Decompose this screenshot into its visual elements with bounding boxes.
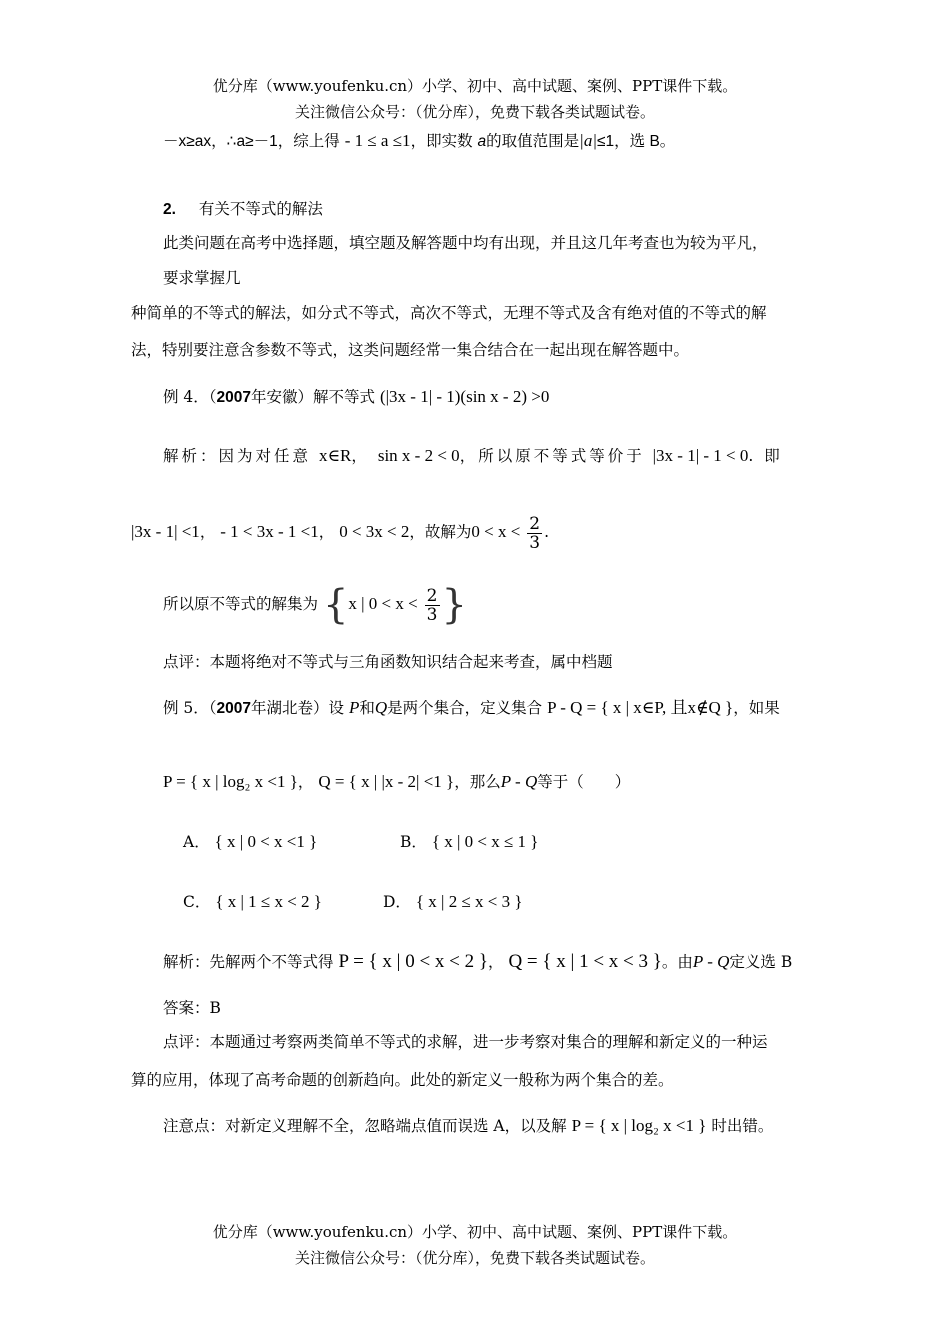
continuation-text-3: 的取值范围是 xyxy=(486,132,580,150)
section-2-para-2b: 法，特别要注意含参数不等式，这类问题经常一集合结合在一起出现在解答题中。 xyxy=(131,341,690,359)
example-5-pq: P - Q xyxy=(500,772,538,791)
example-5-solution-text: 解析：先解两个不等式得 xyxy=(163,953,334,971)
footer-line-1: 优分库（www.youfenku.cn）小学、初中、高中试题、案例、PPT课件下载。 xyxy=(212,1223,738,1241)
example-4-set-expr: x | 0 < x < xyxy=(348,594,418,613)
option-d-value: { x | 2 ≤ x < 3 } xyxy=(415,892,523,911)
example-5-label: 例 5．（ xyxy=(163,699,217,717)
set-q-var: Q xyxy=(374,698,388,717)
option-d xyxy=(383,892,523,912)
example-4-solution-label: 解析：因为对任意 xyxy=(163,447,312,465)
example-4-comment: 点评：本题将绝对不等式与三角函数知识结合起来考查，属中档题 xyxy=(163,653,613,671)
continuation-text-1: －x≥ax，∴a≥－1，综上得 xyxy=(163,133,340,150)
example-5-choose: 定义选 B xyxy=(729,953,793,971)
example-4-inequality: (|3x - 1| - 1)(sin x - 2) >0 xyxy=(379,387,550,406)
section-2-para-1a: 此类问题在高考中选择题，填空题及解答题中均有出现，并且这几年考查也为较为平凡， xyxy=(163,234,768,252)
option-d-label: D． xyxy=(383,893,411,911)
fraction-numerator: 2 xyxy=(529,513,541,534)
set-fraction-denominator: 3 xyxy=(426,604,438,625)
example-4-comma: ， xyxy=(351,447,370,465)
header-line-1: 优分库（www.youfenku.cn）小学、初中、高中试题、案例、PPT课件下载。 xyxy=(212,77,738,95)
section-2-para-2a: 种简单的不等式的解法，如分式不等式，高次不等式，无理不等式及含有绝对值的不等式的解 xyxy=(131,304,767,322)
example-4-set-fraction xyxy=(425,587,440,624)
example-5-if: ，如果 xyxy=(733,699,780,717)
option-a-value: { x | 0 < x <1 } xyxy=(214,832,318,851)
example-4-title xyxy=(163,387,549,408)
section-2-para-1b: 要求掌握几 xyxy=(163,269,241,287)
option-c-value: { x | 1 ≤ x < 2 } xyxy=(215,892,322,911)
section-2-heading xyxy=(163,199,323,220)
example-4-abs-ineq: |3x - 1| <1 xyxy=(131,522,200,541)
continuation-line xyxy=(163,131,675,152)
right-brace-icon: } xyxy=(441,582,467,628)
continuation-math-1: - 1 ≤ a ≤1 xyxy=(344,131,411,150)
example-4-label: 例 4．（ xyxy=(163,388,217,406)
example-5-source: 年湖北卷）设 xyxy=(251,699,345,717)
example-5-comment-b: 算的应用，体现了高考命题的创新趋向。此处的新定义一般称为两个集合的差。 xyxy=(131,1071,674,1089)
example-5-equals: 等于（ ） xyxy=(537,773,631,791)
example-4-fraction xyxy=(527,515,542,552)
left-brace-icon: { xyxy=(322,582,349,628)
example-4-solution-set xyxy=(163,582,467,626)
example-4-set-label: 所以原不等式的解集为 xyxy=(163,595,319,613)
example-5-answer: 答案：B xyxy=(163,999,221,1017)
fraction-denominator: 3 xyxy=(529,532,541,553)
example-4-solution-line-1 xyxy=(163,446,783,466)
header-line-2: 关注微信公众号：（优分库），免费下载各类试题试卷。 xyxy=(294,103,655,121)
option-b xyxy=(400,832,538,852)
example-4-3x-range: 0 < 3x < 2 xyxy=(339,522,410,541)
footer-line-2: 关注微信公众号：（优分库），免费下载各类试题试卷。 xyxy=(294,1249,655,1267)
option-a-label: A． xyxy=(183,833,210,851)
example-5-solution-pq: P - Q xyxy=(692,952,730,971)
example-5-comment-a: 点评：本题通过考察两类简单不等式的求解，进一步考察对集合的理解和新定义的一种运 xyxy=(163,1033,768,1051)
example-5-definition-text: 是两个集合，定义集合 xyxy=(387,699,543,717)
option-b-value: { x | 0 < x ≤ 1 } xyxy=(431,832,539,851)
set-fraction-numerator: 2 xyxy=(426,585,438,606)
section-2-number: 2. xyxy=(163,201,176,218)
example-5-note xyxy=(163,1116,773,1136)
continuation-math-2: |a| xyxy=(579,131,598,150)
continuation-text-4: ≤1，选 B。 xyxy=(597,133,676,150)
option-c xyxy=(183,892,322,912)
example-5-title xyxy=(163,698,780,719)
example-4-source: 年安徽）解不等式 xyxy=(251,388,376,406)
example-4-period: . xyxy=(544,523,550,541)
example-4-compound-ineq: - 1 < 3x - 1 <1 xyxy=(220,522,319,541)
example-4-x-in-r: x∈R xyxy=(318,446,352,465)
example-5-solution-p: P = { x | 0 < x < 2 } xyxy=(338,951,489,972)
example-5-note-math: P = { x | log₂ x <1 } xyxy=(571,1116,707,1135)
set-p-var: P xyxy=(348,698,360,717)
example-5-note-text-2: 时出错。 xyxy=(711,1117,774,1135)
example-4-x-range: 0 < x < xyxy=(471,522,521,541)
example-5-by: 。由 xyxy=(661,953,693,971)
example-4-solution-line-2: |3x - 1| <1， - 1 < 3x - 1 <1， 0 < 3x < 2，故解为0 < x < $\frac{2}{3}$ . xyxy=(131,513,550,553)
continuation-var-a: a xyxy=(477,133,487,150)
example-5-and: 和 xyxy=(359,699,375,717)
example-5-difference-def: P - Q = { x | x∈P, 且x∉Q } xyxy=(547,698,734,717)
option-a xyxy=(183,832,317,852)
example-5-q-def: Q = { x | |x - 2| <1 } xyxy=(318,772,455,791)
option-b-label: B． xyxy=(400,833,427,851)
example-4-solution-text: ，故解为 xyxy=(409,523,472,541)
example-4-equivalent-text: ，所以原不等式等价于 xyxy=(459,447,645,465)
example-5-year: 2007 xyxy=(216,700,252,717)
example-5-sets: P = { x | log₂ x <1 }， Q = { x | |x - 2| <1 }，那么P - Q等于（ ） xyxy=(163,772,631,791)
example-4-ie: . 即 xyxy=(748,447,783,465)
option-c-label: C． xyxy=(183,893,211,911)
continuation-text-2: ，即实数 xyxy=(410,132,473,150)
example-5-solution: 解析：先解两个不等式得 P = { x | 0 < x < 2 }， Q = { x | 1 < x < 3 }。由P - Q定义选 B xyxy=(163,951,793,972)
example-5-solution-q: Q = { x | 1 < x < 3 } xyxy=(508,951,662,972)
example-4-abs-expr: |3x - 1| - 1 < 0 xyxy=(652,446,749,465)
example-4-year: 2007 xyxy=(216,389,252,406)
example-4-sin-expr: sin x - 2 < 0 xyxy=(377,446,460,465)
example-5-p-def: P = { x | log₂ x <1 } xyxy=(163,772,298,791)
section-2-title: 有关不等式的解法 xyxy=(198,200,323,218)
example-5-note-text-1: 注意点：对新定义理解不全，忽略端点值而误选 A，以及解 xyxy=(163,1117,567,1135)
example-5-then: ，那么 xyxy=(454,773,501,791)
